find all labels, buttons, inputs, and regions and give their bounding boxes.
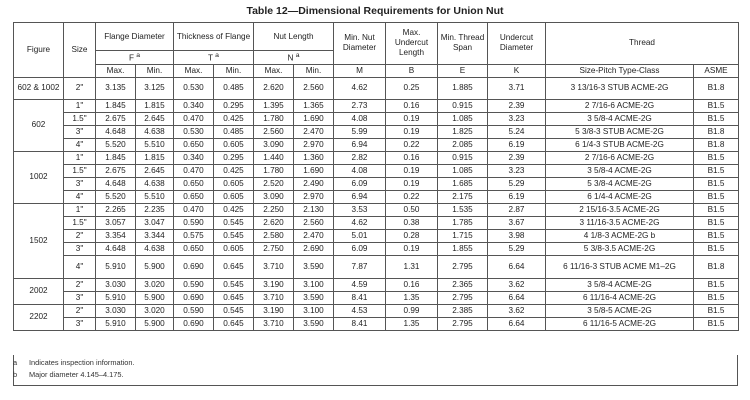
flange-min-cell: 4.638 [136, 125, 174, 138]
undercut-length-cell: 0.50 [386, 203, 438, 216]
thickness-max-cell: 0.650 [174, 190, 214, 203]
table-row [14, 138, 739, 151]
table-row [14, 177, 739, 190]
nut-diameter-cell: 8.41 [334, 291, 386, 304]
nut-length-min-cell: 3.590 [294, 291, 334, 304]
table-row [14, 112, 739, 125]
undercut-length-cell: 0.19 [386, 164, 438, 177]
undercut-diameter-cell: 6.64 [488, 255, 546, 278]
thickness-max-cell: 0.650 [174, 177, 214, 190]
header-symbol-f: F $^a$ [96, 51, 174, 65]
asme-cell: B1.5 [694, 190, 739, 203]
thickness-min-cell: 0.545 [214, 229, 254, 242]
table-row [14, 125, 739, 138]
thread-spec-cell: 5 3/8-4 ACME-2G [546, 177, 694, 190]
thickness-min-cell: 0.295 [214, 99, 254, 112]
flange-max-cell: 3.030 [96, 304, 136, 317]
thickness-min-cell: 0.645 [214, 255, 254, 278]
figure-cell: 602 & 1002 [14, 77, 64, 99]
nut-diameter-cell: 4.62 [334, 77, 386, 99]
size-cell: 2" [64, 229, 96, 242]
figure-cell: 602 [14, 99, 64, 151]
header-nut-length: Nut Length [254, 23, 334, 51]
undercut-length-cell: 0.22 [386, 190, 438, 203]
flange-max-cell: 5.910 [96, 317, 136, 330]
flange-max-cell: 3.135 [96, 77, 136, 99]
header-symbol-t: T $^a$ [174, 51, 254, 65]
flange-min-cell: 5.900 [136, 291, 174, 304]
table-row [14, 229, 739, 242]
undercut-diameter-cell: 2.39 [488, 151, 546, 164]
asme-cell: B1.5 [694, 177, 739, 190]
thickness-min-cell: 0.605 [214, 138, 254, 151]
header-thread: Thread [546, 23, 739, 65]
flange-max-cell: 5.910 [96, 291, 136, 304]
thickness-min-cell: 0.545 [214, 216, 254, 229]
size-cell: 3" [64, 177, 96, 190]
nut-diameter-cell: 6.09 [334, 242, 386, 255]
size-cell: 4" [64, 255, 96, 278]
undercut-diameter-cell: 3.71 [488, 77, 546, 99]
size-cell: 2" [64, 278, 96, 291]
thread-spec-cell: 3 5/8-5 ACME-2G [546, 304, 694, 317]
nut-length-min-cell: 2.690 [294, 242, 334, 255]
size-cell: 2" [64, 77, 96, 99]
header-symbol-b: B [386, 64, 438, 77]
thread-span-cell: 2.795 [438, 291, 488, 304]
thickness-min-cell: 0.605 [214, 190, 254, 203]
figure-cell: 2202 [14, 304, 64, 330]
nut-diameter-cell: 4.59 [334, 278, 386, 291]
flange-min-cell: 4.638 [136, 177, 174, 190]
flange-max-cell: 5.520 [96, 138, 136, 151]
nut-length-max-cell: 3.710 [254, 317, 294, 330]
flange-min-cell: 5.900 [136, 255, 174, 278]
thread-span-cell: 1.085 [438, 164, 488, 177]
size-cell: 1" [64, 151, 96, 164]
nut-diameter-cell: 6.94 [334, 138, 386, 151]
thickness-max-cell: 0.650 [174, 138, 214, 151]
thickness-max-cell: 0.530 [174, 77, 214, 99]
nut-length-min-cell: 2.130 [294, 203, 334, 216]
flange-max-cell: 3.057 [96, 216, 136, 229]
thread-spec-cell: 6 1/4-3 STUB ACME-2G [546, 138, 694, 151]
header-max: Max. [254, 64, 294, 77]
nut-length-max-cell: 3.710 [254, 255, 294, 278]
thread-spec-cell: 6 11/16-4 ACME-2G [546, 291, 694, 304]
undercut-length-cell: 1.31 [386, 255, 438, 278]
header-min-nut-diameter: Min. Nut Diameter [334, 23, 386, 65]
thread-span-cell: 2.085 [438, 138, 488, 151]
nut-length-min-cell: 3.100 [294, 304, 334, 317]
table-row [14, 291, 739, 304]
flange-min-cell: 3.125 [136, 77, 174, 99]
thread-span-cell: 1.825 [438, 125, 488, 138]
table-row [14, 242, 739, 255]
undercut-diameter-cell: 3.98 [488, 229, 546, 242]
header-max: Max. [96, 64, 136, 77]
thickness-max-cell: 0.340 [174, 99, 214, 112]
nut-diameter-cell: 4.62 [334, 216, 386, 229]
thickness-max-cell: 0.530 [174, 125, 214, 138]
undercut-diameter-cell: 3.23 [488, 164, 546, 177]
table-row [14, 164, 739, 177]
flange-max-cell: 4.648 [96, 125, 136, 138]
undercut-length-cell: 0.19 [386, 125, 438, 138]
nut-length-min-cell: 2.470 [294, 125, 334, 138]
header-min: Min. [136, 64, 174, 77]
thickness-min-cell: 0.545 [214, 278, 254, 291]
thread-span-cell: 1.785 [438, 216, 488, 229]
table-row [14, 304, 739, 317]
nut-length-min-cell: 3.590 [294, 255, 334, 278]
nut-length-max-cell: 3.710 [254, 291, 294, 304]
undercut-length-cell: 0.22 [386, 138, 438, 151]
thread-span-cell: 2.795 [438, 255, 488, 278]
undercut-diameter-cell: 2.39 [488, 99, 546, 112]
undercut-length-cell: 0.99 [386, 304, 438, 317]
thickness-max-cell: 0.575 [174, 229, 214, 242]
flange-max-cell: 5.520 [96, 190, 136, 203]
nut-length-max-cell: 2.620 [254, 216, 294, 229]
thread-span-cell: 2.175 [438, 190, 488, 203]
flange-max-cell: 2.265 [96, 203, 136, 216]
nut-diameter-cell: 5.01 [334, 229, 386, 242]
thickness-max-cell: 0.470 [174, 164, 214, 177]
header-size-pitch: Size-Pitch Type-Class [546, 64, 694, 77]
nut-length-max-cell: 3.090 [254, 138, 294, 151]
flange-max-cell: 2.675 [96, 112, 136, 125]
nut-length-max-cell: 1.780 [254, 112, 294, 125]
undercut-diameter-cell: 3.23 [488, 112, 546, 125]
header-flange-diameter: Flange Diameter [96, 23, 174, 51]
asme-cell: B1.5 [694, 278, 739, 291]
undercut-diameter-cell: 3.62 [488, 278, 546, 291]
header-min-thread-span: Min. Thread Span [438, 23, 488, 65]
undercut-length-cell: 0.16 [386, 99, 438, 112]
thickness-max-cell: 0.590 [174, 278, 214, 291]
thread-spec-cell: 2 7/16-6 ACME-2G [546, 151, 694, 164]
thickness-min-cell: 0.485 [214, 125, 254, 138]
nut-length-min-cell: 1.690 [294, 112, 334, 125]
undercut-length-cell: 0.28 [386, 229, 438, 242]
thread-span-cell: 2.795 [438, 317, 488, 330]
flange-max-cell: 3.354 [96, 229, 136, 242]
nut-length-max-cell: 2.580 [254, 229, 294, 242]
size-cell: 3" [64, 242, 96, 255]
nut-length-max-cell: 2.750 [254, 242, 294, 255]
size-cell: 3" [64, 291, 96, 304]
nut-length-max-cell: 1.440 [254, 151, 294, 164]
asme-cell: B1.5 [694, 203, 739, 216]
thread-spec-cell: 5 3/8-3.5 ACME-2G [546, 242, 694, 255]
asme-cell: B1.5 [694, 229, 739, 242]
header-symbol-k: K [488, 64, 546, 77]
flange-min-cell: 2.645 [136, 112, 174, 125]
nut-diameter-cell: 6.94 [334, 190, 386, 203]
thread-span-cell: 1.535 [438, 203, 488, 216]
thickness-min-cell: 0.645 [214, 317, 254, 330]
undercut-length-cell: 0.19 [386, 177, 438, 190]
flange-max-cell: 1.845 [96, 99, 136, 112]
flange-max-cell: 4.648 [96, 177, 136, 190]
undercut-diameter-cell: 6.64 [488, 317, 546, 330]
flange-min-cell: 1.815 [136, 99, 174, 112]
footnote: b Major diameter 4.145–4.175. [13, 370, 124, 379]
asme-cell: B1.8 [694, 77, 739, 99]
table-row [14, 216, 739, 229]
nut-diameter-cell: 2.73 [334, 99, 386, 112]
nut-length-min-cell: 1.690 [294, 164, 334, 177]
thread-spec-cell: 3 5/8-4 ACME-2G [546, 164, 694, 177]
nut-diameter-cell: 8.41 [334, 317, 386, 330]
header-max: Max. [174, 64, 214, 77]
thickness-min-cell: 0.545 [214, 304, 254, 317]
flange-min-cell: 3.344 [136, 229, 174, 242]
nut-length-min-cell: 2.970 [294, 190, 334, 203]
nut-diameter-cell: 4.08 [334, 112, 386, 125]
undercut-diameter-cell: 6.64 [488, 291, 546, 304]
nut-length-max-cell: 1.395 [254, 99, 294, 112]
thickness-min-cell: 0.605 [214, 242, 254, 255]
asme-cell: B1.5 [694, 242, 739, 255]
flange-max-cell: 2.675 [96, 164, 136, 177]
undercut-diameter-cell: 6.19 [488, 138, 546, 151]
flange-min-cell: 5.900 [136, 317, 174, 330]
undercut-length-cell: 0.16 [386, 151, 438, 164]
undercut-diameter-cell: 5.29 [488, 242, 546, 255]
asme-cell: B1.8 [694, 255, 739, 278]
nut-length-max-cell: 2.250 [254, 203, 294, 216]
asme-cell: B1.5 [694, 216, 739, 229]
nut-length-max-cell: 3.190 [254, 278, 294, 291]
size-cell: 1" [64, 99, 96, 112]
nut-diameter-cell: 5.99 [334, 125, 386, 138]
thickness-max-cell: 0.590 [174, 304, 214, 317]
table-row [14, 99, 739, 112]
table-row [14, 255, 739, 278]
flange-max-cell: 1.845 [96, 151, 136, 164]
asme-cell: B1.8 [694, 125, 739, 138]
thread-span-cell: 1.685 [438, 177, 488, 190]
header-min: Min. [214, 64, 254, 77]
thickness-max-cell: 0.470 [174, 112, 214, 125]
thread-spec-cell: 3 5/8-4 ACME-2G [546, 112, 694, 125]
table-row [14, 190, 739, 203]
nut-length-max-cell: 2.520 [254, 177, 294, 190]
undercut-length-cell: 0.19 [386, 112, 438, 125]
asme-cell: B1.5 [694, 99, 739, 112]
size-cell: 1" [64, 203, 96, 216]
thread-spec-cell: 4 1/8-3 ACME-2G b [546, 229, 694, 242]
thickness-max-cell: 0.340 [174, 151, 214, 164]
undercut-length-cell: 1.35 [386, 317, 438, 330]
thickness-min-cell: 0.295 [214, 151, 254, 164]
thickness-max-cell: 0.590 [174, 216, 214, 229]
thread-span-cell: 1.885 [438, 77, 488, 99]
table-body [14, 77, 739, 330]
header-undercut-diameter: Undercut Diameter [488, 23, 546, 65]
asme-cell: B1.5 [694, 317, 739, 330]
nut-diameter-cell: 4.53 [334, 304, 386, 317]
nut-length-max-cell: 3.190 [254, 304, 294, 317]
asme-cell: B1.5 [694, 304, 739, 317]
size-cell: 3" [64, 125, 96, 138]
flange-min-cell: 2.645 [136, 164, 174, 177]
flange-max-cell: 3.030 [96, 278, 136, 291]
thread-span-cell: 1.715 [438, 229, 488, 242]
size-cell: 2" [64, 304, 96, 317]
header-asme: ASME [694, 64, 739, 77]
nut-length-min-cell: 3.590 [294, 317, 334, 330]
dimension-table [13, 22, 739, 331]
table-row [14, 278, 739, 291]
header-figure: Figure [14, 23, 64, 78]
asme-cell: B1.5 [694, 151, 739, 164]
nut-diameter-cell: 2.82 [334, 151, 386, 164]
thickness-max-cell: 0.690 [174, 291, 214, 304]
table-row [14, 151, 739, 164]
thread-span-cell: 1.085 [438, 112, 488, 125]
nut-length-min-cell: 2.560 [294, 216, 334, 229]
asme-cell: B1.5 [694, 164, 739, 177]
nut-length-min-cell: 3.100 [294, 278, 334, 291]
header-symbol-n: N $^a$ [254, 51, 334, 65]
thread-span-cell: 2.365 [438, 278, 488, 291]
nut-length-max-cell: 1.780 [254, 164, 294, 177]
table-row [14, 317, 739, 330]
nut-length-max-cell: 2.560 [254, 125, 294, 138]
table-title: Table 12—Dimensional Requirements for Union Nut [246, 5, 504, 17]
nut-length-min-cell: 2.560 [294, 77, 334, 99]
thread-spec-cell: 2 15/16-3.5 ACME-2G [546, 203, 694, 216]
flange-min-cell: 5.510 [136, 138, 174, 151]
flange-max-cell: 5.910 [96, 255, 136, 278]
undercut-length-cell: 0.16 [386, 278, 438, 291]
flange-min-cell: 3.047 [136, 216, 174, 229]
size-cell: 4" [64, 190, 96, 203]
nut-length-max-cell: 3.090 [254, 190, 294, 203]
thickness-min-cell: 0.605 [214, 177, 254, 190]
undercut-diameter-cell: 3.67 [488, 216, 546, 229]
size-cell: 1.5" [64, 216, 96, 229]
thread-spec-cell: 3 11/16-3.5 ACME-2G [546, 216, 694, 229]
asme-cell: B1.5 [694, 291, 739, 304]
flange-min-cell: 5.510 [136, 190, 174, 203]
nut-length-min-cell: 1.365 [294, 99, 334, 112]
flange-min-cell: 3.020 [136, 304, 174, 317]
header-thickness-of-flange: Thickness of Flange [174, 23, 254, 51]
nut-length-min-cell: 2.970 [294, 138, 334, 151]
header-symbol-e: E [438, 64, 488, 77]
asme-cell: B1.5 [694, 112, 739, 125]
undercut-length-cell: 0.25 [386, 77, 438, 99]
undercut-diameter-cell: 5.29 [488, 177, 546, 190]
thread-span-cell: 2.385 [438, 304, 488, 317]
undercut-length-cell: 0.38 [386, 216, 438, 229]
thread-spec-cell: 5 3/8-3 STUB ACME-2G [546, 125, 694, 138]
thickness-min-cell: 0.485 [214, 77, 254, 99]
header-symbol-m: M [334, 64, 386, 77]
header-min: Min. [294, 64, 334, 77]
header-size: Size [64, 23, 96, 78]
size-cell: 4" [64, 138, 96, 151]
thread-spec-cell: 6 1/4-4 ACME-2G [546, 190, 694, 203]
figure-cell: 2002 [14, 278, 64, 304]
thickness-max-cell: 0.690 [174, 255, 214, 278]
thread-spec-cell: 3 5/8-4 ACME-2G [546, 278, 694, 291]
nut-diameter-cell: 7.87 [334, 255, 386, 278]
nut-diameter-cell: 3.53 [334, 203, 386, 216]
table-row [14, 203, 739, 216]
thickness-min-cell: 0.645 [214, 291, 254, 304]
thickness-min-cell: 0.425 [214, 112, 254, 125]
thickness-max-cell: 0.690 [174, 317, 214, 330]
size-cell: 3" [64, 317, 96, 330]
thread-spec-cell: 6 11/16-3 STUB ACME M1–2G [546, 255, 694, 278]
flange-min-cell: 4.638 [136, 242, 174, 255]
asme-cell: B1.8 [694, 138, 739, 151]
nut-diameter-cell: 6.09 [334, 177, 386, 190]
flange-min-cell: 3.020 [136, 278, 174, 291]
undercut-diameter-cell: 3.62 [488, 304, 546, 317]
thickness-max-cell: 0.650 [174, 242, 214, 255]
undercut-diameter-cell: 2.87 [488, 203, 546, 216]
thread-span-cell: 1.855 [438, 242, 488, 255]
thickness-min-cell: 0.425 [214, 203, 254, 216]
header-max-undercut-length: Max. Undercut Length [386, 23, 438, 65]
undercut-length-cell: 1.35 [386, 291, 438, 304]
thickness-min-cell: 0.425 [214, 164, 254, 177]
thread-spec-cell: 3 13/16-3 STUB ACME-2G [546, 77, 694, 99]
nut-diameter-cell: 4.08 [334, 164, 386, 177]
thread-spec-cell: 6 11/16-5 ACME-2G [546, 317, 694, 330]
flange-max-cell: 4.648 [96, 242, 136, 255]
nut-length-min-cell: 1.360 [294, 151, 334, 164]
thread-spec-cell: 2 7/16-6 ACME-2G [546, 99, 694, 112]
thread-span-cell: 0.915 [438, 151, 488, 164]
nut-length-min-cell: 2.490 [294, 177, 334, 190]
flange-min-cell: 2.235 [136, 203, 174, 216]
figure-cell: 1002 [14, 151, 64, 203]
size-cell: 1.5" [64, 112, 96, 125]
undercut-length-cell: 0.19 [386, 242, 438, 255]
table-row [14, 77, 739, 99]
thickness-max-cell: 0.470 [174, 203, 214, 216]
size-cell: 1.5" [64, 164, 96, 177]
footnote: a Indicates inspection information. [13, 358, 135, 367]
undercut-diameter-cell: 6.19 [488, 190, 546, 203]
nut-length-min-cell: 2.470 [294, 229, 334, 242]
figure-cell: 1502 [14, 203, 64, 278]
nut-length-max-cell: 2.620 [254, 77, 294, 99]
undercut-diameter-cell: 5.24 [488, 125, 546, 138]
flange-min-cell: 1.815 [136, 151, 174, 164]
thread-span-cell: 0.915 [438, 99, 488, 112]
